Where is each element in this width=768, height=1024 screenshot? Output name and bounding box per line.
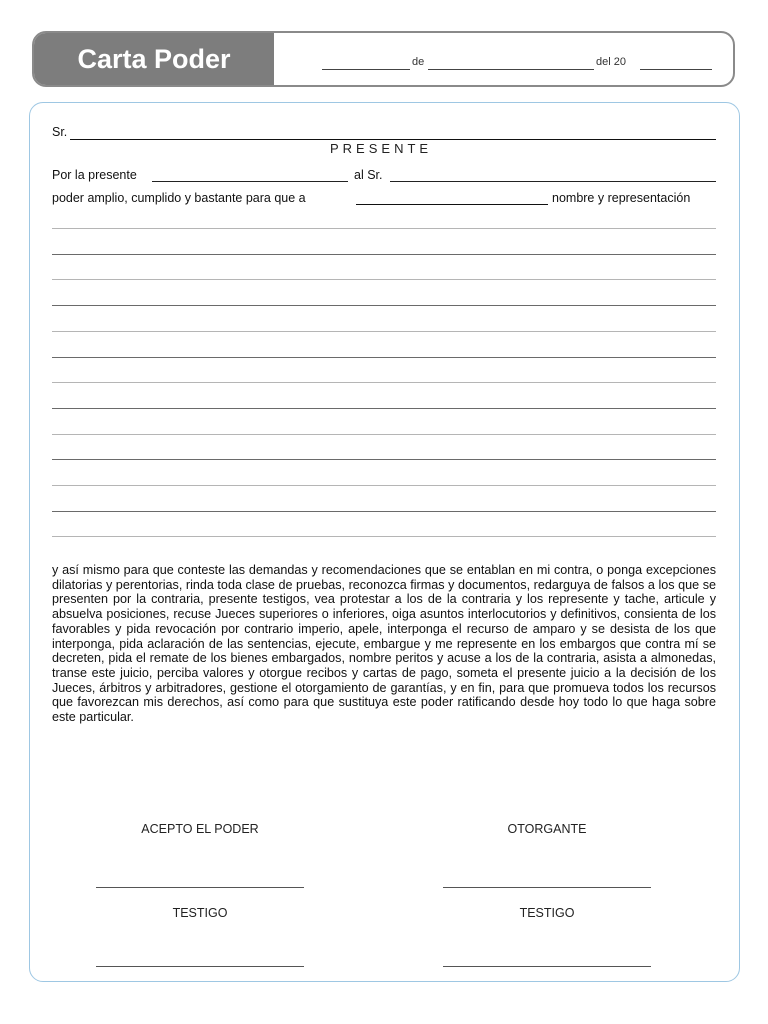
ruled-line[interactable] [52,331,716,332]
date-day-blank[interactable] [322,69,410,70]
testigo-left-signature-line[interactable] [96,966,304,967]
testigo-right-label: TESTIGO [519,906,575,920]
body-paragraph: y así mismo para que conteste las demandas y recomendaciones que se entablan en mi contra, o ponga excepciones dilatorias y perentorias, rinda toda clase de pruebas, reconozca firmas y documentos, redarguya de falsos a los que se presenten por la contraria, presente testigos, vea protestar a los de la contraria y los represente y tache, articule y absuelva posiciones, recuse Jueces superiores o inferiores, oiga asuntos interlocutorios y definitivos, consienta de los favorables y pida revocación por contrario imperio, apele, interponga el recurso de amparo y se desista de los que interponga, pida aclaración de las sentencias, ejecute, embargue y me represente en los embargos que contra mí se decreten, pida el remate de los bienes embargados, nombre peritos y acuse a los de la contraria, asista a almonedas, transe este juicio, perciba valores y otorgue recibos y cartas de pago, someta el presente juicio a la decisión de los Jueces, árbitros y arbitradores, gestione el otorgamiento de garantías, y en fin, para que promueva todos los recursos que favorezcan mis derechos, así como para que sustituya este poder ratificando desde hoy todo lo que haga sobre este particular. [52,563,716,725]
representative-name-blank[interactable] [356,204,548,205]
ruled-line[interactable] [52,511,716,512]
sr-label: Sr. [52,125,68,139]
acepto-signature-line[interactable] [96,887,304,888]
grantor-name-blank[interactable] [152,181,348,182]
date-line [274,33,733,85]
otorgante-signature-line[interactable] [443,887,651,888]
ruled-line[interactable] [52,279,716,280]
ruled-line[interactable] [52,434,716,435]
header-bar [32,31,735,87]
sr-name-blank[interactable] [70,139,716,140]
ruled-line[interactable] [52,254,716,255]
form-frame [29,102,740,982]
ruled-line[interactable] [52,408,716,409]
nombre-representacion-text: nombre y representación [552,191,691,205]
testigo-left-label: TESTIGO [172,906,228,920]
presente-heading: PRESENTE [330,141,433,156]
por-la-presente-label: Por la presente [52,168,137,182]
ruled-line[interactable] [52,382,716,383]
date-year-blank[interactable] [640,69,712,70]
ruled-line[interactable] [52,305,716,306]
acepto-el-poder-label: ACEPTO EL PODER [141,822,259,836]
ruled-line[interactable] [52,485,716,486]
ruled-line[interactable] [52,228,716,229]
date-month-blank[interactable] [428,69,594,70]
otorgante-label: OTORGANTE [507,822,587,836]
poder-amplio-text: poder amplio, cumplido y bastante para que a [52,191,306,205]
date-de-label: de [412,56,425,68]
al-sr-label: al Sr. [354,168,383,182]
ruled-line[interactable] [52,357,716,358]
testigo-right-signature-line[interactable] [443,966,651,967]
ruled-line[interactable] [52,536,716,537]
document-title: Carta Poder [34,33,274,85]
date-del-label: del 20 [596,56,626,68]
attorney-name-blank[interactable] [390,181,716,182]
ruled-line[interactable] [52,459,716,460]
